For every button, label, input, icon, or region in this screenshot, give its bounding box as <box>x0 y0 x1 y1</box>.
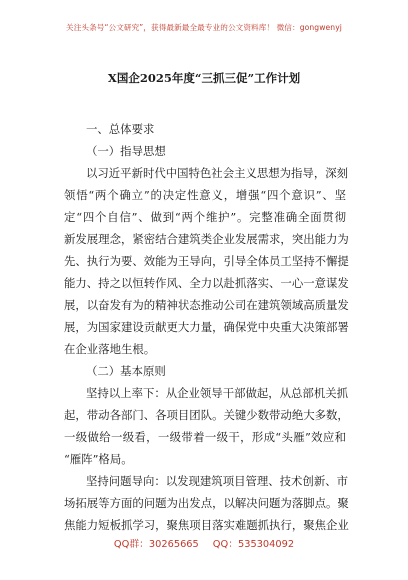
body-line: “雁阵”格局。 <box>64 452 133 466</box>
body-line: 在企业落地生根。 <box>64 342 156 356</box>
footer-qq-group: QQ群：30265665 <box>113 539 199 550</box>
body-line: 领悟“两个确立”的决定性意义，增强“四个意识”、坚 <box>64 188 346 202</box>
body-line: （一）指导思想 <box>86 144 166 158</box>
body-line: 以习近平新时代中国特色社会主义思想为指导，深刻 <box>86 166 348 180</box>
document-body <box>64 118 349 536</box>
body-line: 展，以奋发有为的精神状态推动公司在建筑领域高质量发 <box>64 298 349 312</box>
body-line: 先、执行为要、效能为王导向，引导全体员工坚持不懈提 <box>64 254 349 268</box>
body-line: 一、总体要求 <box>86 122 155 136</box>
body-line: 起，带动各部门、各项目团队。关键少数带动绝大多数， <box>64 408 349 422</box>
body-line: 一级做给一级看，一级带着一级干，形成“头雁”效应和 <box>64 430 346 444</box>
body-line: 坚持以上率下：从企业领导干部做起，从总部机关抓 <box>86 386 348 400</box>
footer-qq: QQ：535304092 <box>212 539 295 550</box>
body-line: 场拓展等方面的问题为出发点，以解决问题为落脚点。聚 <box>64 496 349 510</box>
document-title: X国企2025年度“三抓三促”工作计划 <box>107 71 301 85</box>
body-line: 展，为国家建设贡献更大力量，确保党中央重大决策部署 <box>64 320 349 334</box>
body-line: 焦能力短板抓学习，聚焦项目落实难题抓执行，聚焦企业 <box>64 518 349 532</box>
footer-contact <box>0 536 408 550</box>
body-line: 能力、持之以恒转作风、全力以赴抓落实、一心一意谋发 <box>64 276 349 290</box>
body-line: 坚持问题导向：以发现建筑项目管理、技术创新、市 <box>86 474 348 488</box>
body-line: （二）基本原则 <box>86 364 166 378</box>
body-line: 新发展理念，紧密结合建筑类企业发展需求，突出能力为 <box>64 232 349 246</box>
body-line: 定“四个自信”、做到“两个维护”。完整准确全面贯彻 <box>64 210 346 224</box>
top-banner: 关注头条号“公文研究”，获得最新最全最专业的公文资料库！ 微信：gongwenyj <box>66 23 342 32</box>
